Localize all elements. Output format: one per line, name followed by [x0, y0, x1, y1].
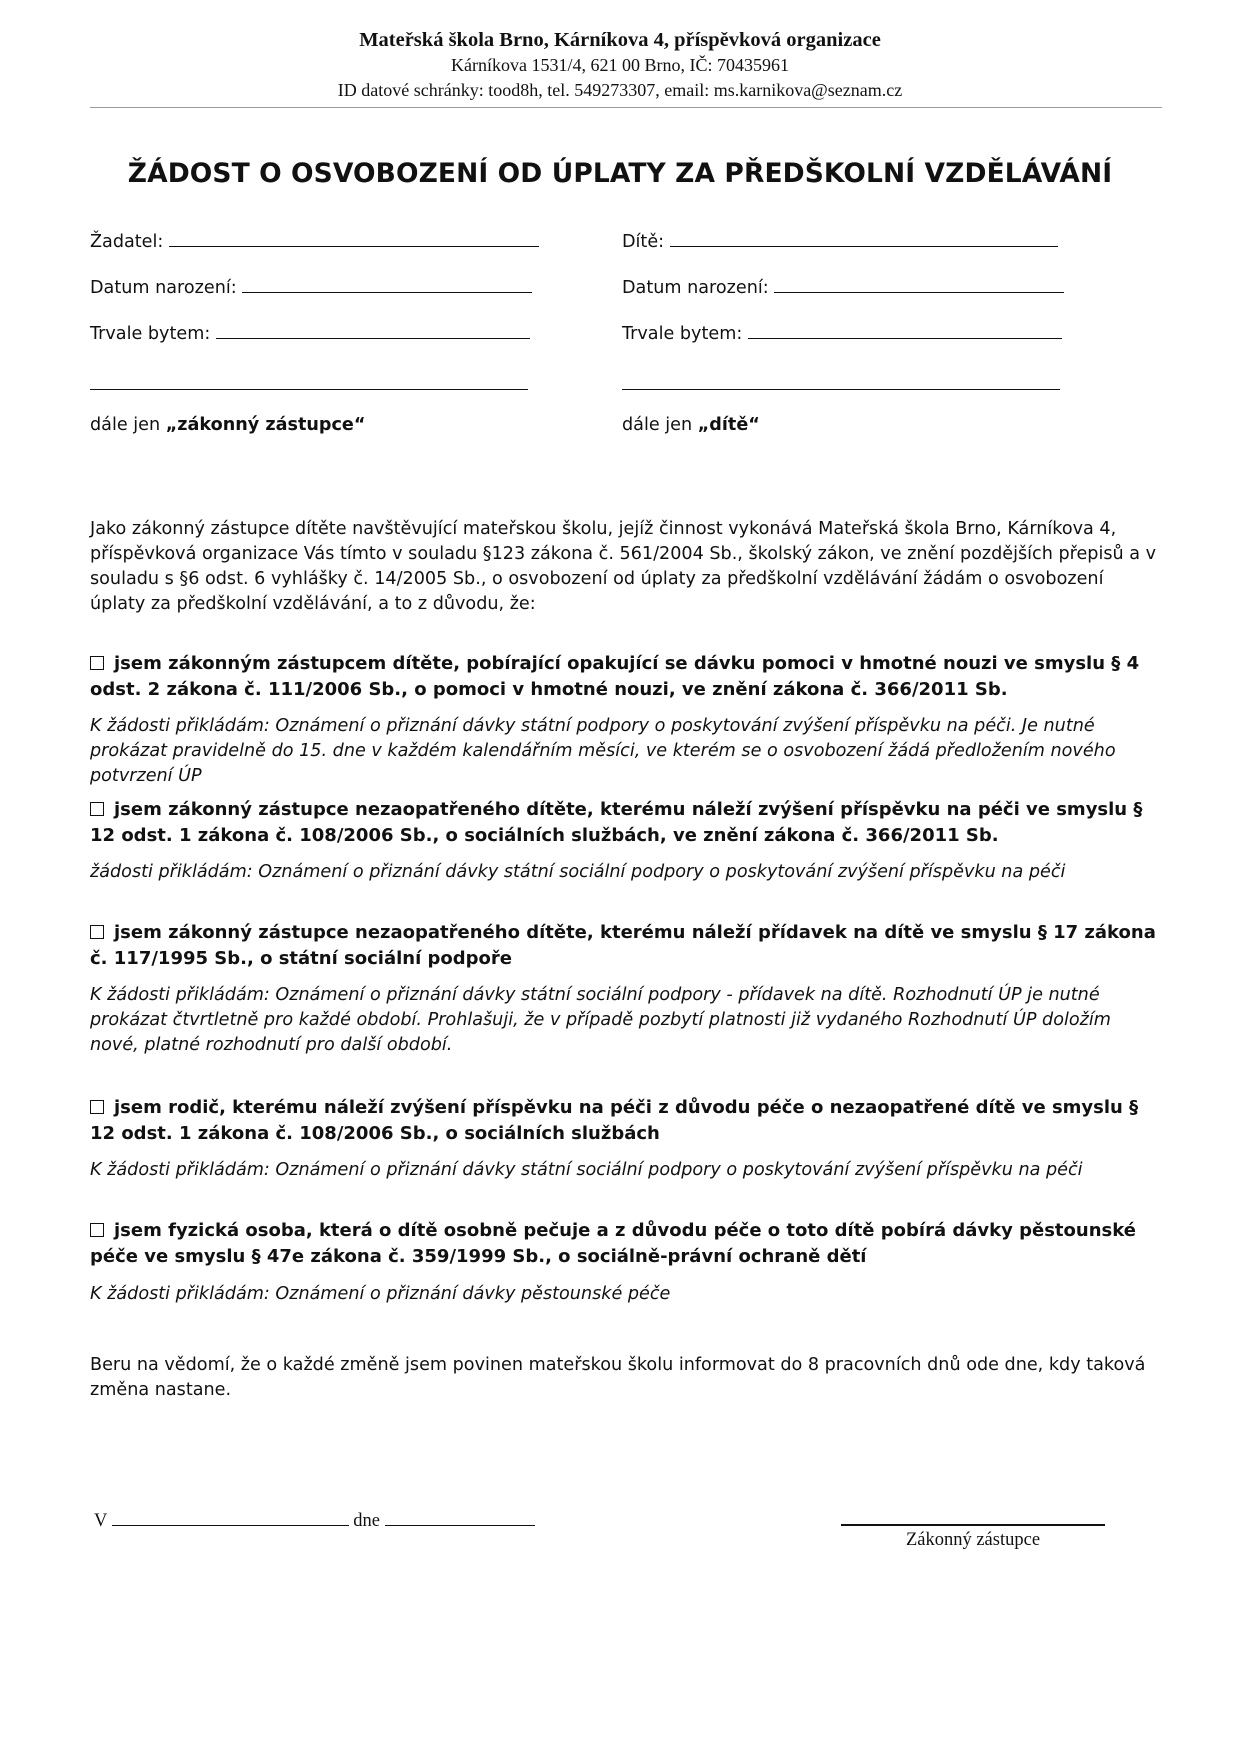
- signer-label: Zákonný zástupce: [905, 1530, 1041, 1550]
- school-name: Mateřská škola Brno, Kárníkova 4, příspěvková organizace: [359, 29, 881, 51]
- child-address-line[interactable]: [748, 322, 1062, 339]
- child-birth-label: Datum narození:: [622, 278, 769, 298]
- option-2-checkbox[interactable]: [90, 802, 104, 816]
- child-birth-line[interactable]: [774, 276, 1064, 293]
- option-5-checkbox[interactable]: [90, 1223, 104, 1237]
- applicant-address-line-2[interactable]: [90, 389, 528, 390]
- applicant-address-field[interactable]: [90, 322, 530, 345]
- document-title: ŽÁDOST O OSVOBOZENÍ OD ÚPLATY ZA PŘEDŠKOLNÍ VZDĚLÁVÁNÍ: [127, 158, 1113, 189]
- child-address-label: Trvale bytem:: [622, 324, 743, 344]
- option-3-text: jsem zákonný zástupce nezaopatřeného dítěte, kterému náleží přídavek na dítě ve smyslu § 17 zákona č. 117/1995 Sb., o státní sociální podpoře: [90, 922, 1156, 969]
- child-address-line-2[interactable]: [622, 389, 1060, 390]
- intro-paragraph: Jako zákonný zástupce dítěte navštěvující mateřskou školu, jejíž činnost vykonává Mateřská škola Brno, Kárníkova 4, příspěvková organizace Vás tímto v souladu §123 zákona č. 561/2004 Sb., školský zákon, ve znění pozdějších přepisů a v souladu s §6 odst. 6 vyhlášky č. 14/2005 Sb., o osvobození od úplaty za předškolní vzdělávání žádám o osvobození úplaty za předškolní vzdělávání, a to z důvodu, že:: [90, 519, 1157, 614]
- applicant-name-label: Žadatel:: [90, 232, 164, 252]
- option-4-text: jsem rodič, kterému náleží zvýšení příspěvku na péči z důvodu péče o nezaopatřené dítě ve smyslu § 12 odst. 1 zákona č. 108/2006 Sb., o sociálních službách: [90, 1097, 1139, 1144]
- option-1-text: jsem zákonným zástupcem dítěte, pobírající opakující se dávku pomoci v hmotné nouzi ve smyslu § 4 odst. 2 zákona č. 111/2006 Sb., o pomoci v hmotné nouzi, ve znění zákona č. 366/2011 Sb.: [90, 653, 1140, 700]
- letterhead-divider: [90, 107, 1162, 108]
- signature-line[interactable]: [841, 1524, 1105, 1526]
- option-1[interactable]: [90, 651, 1160, 702]
- applicant-address-label: Trvale bytem:: [90, 324, 211, 344]
- place-label: V: [94, 1511, 108, 1531]
- option-5[interactable]: [90, 1218, 1160, 1269]
- child-name-line[interactable]: [670, 230, 1058, 247]
- applicant-alias-name: „zákonný zástupce“: [165, 415, 366, 435]
- school-address: Kárníkova 1531/4, 621 00 Brno, IČ: 70435961: [451, 55, 789, 75]
- option-5-text: jsem fyzická osoba, která o dítě osobně pečuje a z důvodu péče o toto dítě pobírá dávky pěstounské péče ve smyslu § 47e zákona č. 359/1999 Sb., o sociálně-právní ochraně dětí: [90, 1220, 1136, 1267]
- option-2-text: jsem zákonný zástupce nezaopatřeného dítěte, kterému náleží zvýšení příspěvku na péči ve smyslu § 12 odst. 1 zákona č. 108/2006 Sb., o sociálních službách, ve znění zákona č. 366/2011 Sb.: [90, 799, 1143, 846]
- child-name-label: Dítě:: [622, 232, 665, 252]
- option-4-note: K žádosti přikládám: Oznámení o přiznání dávky státní sociální podpory o poskytování zvýšení příspěvku na péči: [90, 1160, 1083, 1180]
- date-label: dne: [353, 1511, 380, 1531]
- child-alias-prefix: dále jen: [622, 415, 698, 435]
- school-contact: ID datové schránky: tood8h, tel. 549273307, email: ms.karnikova@seznam.cz: [337, 80, 903, 100]
- applicant-alias: [90, 414, 365, 436]
- applicant-alias-prefix: dále jen: [90, 415, 166, 435]
- option-1-note: K žádosti přikládám: Oznámení o přiznání dávky státní podpory o poskytování zvýšení příspěvku na péči. Je nutné prokázat pravidelně do 15. dne v každém kalendářním měsíci, ve kterém se o osvobození žádá předložením nového potvrzení ÚP: [90, 716, 1116, 786]
- option-4[interactable]: [90, 1095, 1160, 1146]
- option-5-note: K žádosti přikládám: Oznámení o přiznání dávky pěstounské péče: [90, 1284, 671, 1304]
- applicant-address-line[interactable]: [216, 322, 530, 339]
- applicant-name-field[interactable]: [90, 230, 539, 253]
- letterhead: [90, 28, 1150, 103]
- applicant-birth-field[interactable]: [90, 276, 532, 299]
- date-line[interactable]: [385, 1509, 535, 1526]
- applicant-name-line[interactable]: [169, 230, 539, 247]
- place-line[interactable]: [112, 1509, 349, 1526]
- option-3-note: K žádosti přikládám: Oznámení o přiznání dávky státní sociální podpory - přídavek na dítě. Rozhodnutí ÚP je nutné prokázat čtvrtletně pro každé období. Prohlašuji, že v případě pozbytí platnosti již vydaného Rozhodnutí ÚP doložím nové, platné rozhodnutí pro další období.: [90, 985, 1111, 1055]
- child-alias-name: „dítě“: [697, 415, 760, 435]
- applicant-birth-label: Datum narození:: [90, 278, 237, 298]
- option-2-note: žádosti přikládám: Oznámení o přiznání dávky státní sociální podpory o poskytování zvýšení příspěvku na péči: [90, 862, 1066, 882]
- closing-statement: Beru na vědomí, že o každé změně jsem povinen mateřskou školu informovat do 8 pracovních dnů ode dne, kdy taková změna nastane.: [90, 1355, 1146, 1400]
- child-name-field[interactable]: [622, 230, 1058, 253]
- option-3-checkbox[interactable]: [90, 925, 104, 939]
- child-alias: [622, 414, 760, 436]
- option-4-checkbox[interactable]: [90, 1100, 104, 1114]
- applicant-birth-line[interactable]: [242, 276, 532, 293]
- option-2[interactable]: [90, 797, 1160, 848]
- child-birth-field[interactable]: [622, 276, 1064, 299]
- option-1-checkbox[interactable]: [90, 656, 104, 670]
- child-address-field[interactable]: [622, 322, 1062, 345]
- place-date-field[interactable]: [94, 1509, 535, 1532]
- option-3[interactable]: [90, 920, 1160, 971]
